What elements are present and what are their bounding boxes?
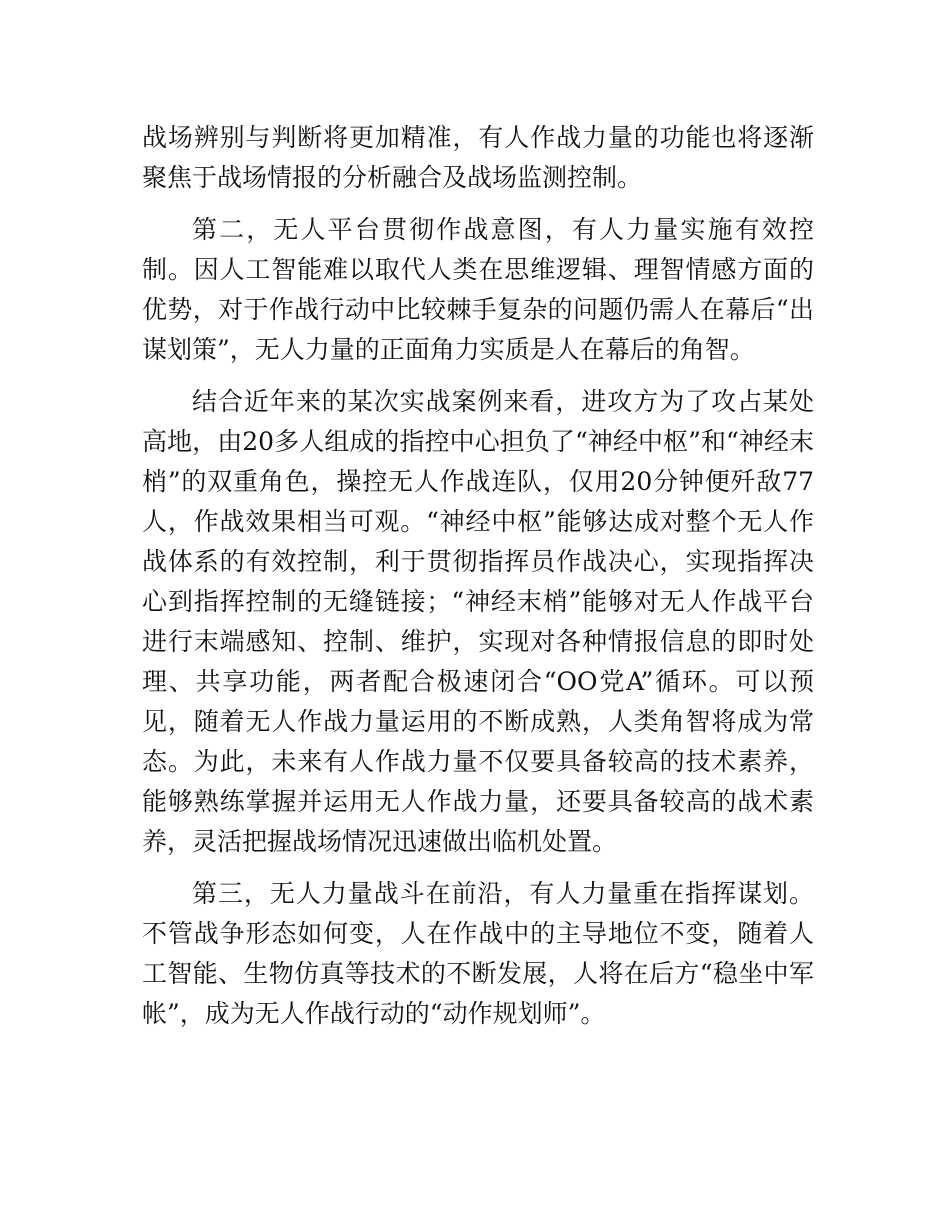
document-body (142, 118, 814, 1046)
paragraph-point-two: 第二，无人平台贯彻作战意图，有人力量实施有效控制。因人工智能难以取代人类在思维逻辑、理智情感方面的优势，对于作战行动中比较棘手复杂的问题仍需人在幕后“出谋划策”，无人力量的正面角力实质是人在幕后的角智。 (142, 215, 814, 364)
paragraph-point-three: 第三，无人力量战斗在前沿，有人力量重在指挥谋划。不管战争形态如何变，人在作战中的主导地位不变，随着人工智能、生物仿真等技术的不断发展，人将在后方“稳坐中军帐”，成为无人作战行动的“动作规划师”。 (142, 879, 814, 1028)
paragraph-continuation: 战场辨别与判断将更加精准，有人作战力量的功能也将逐渐聚焦于战场情报的分析融合及战场监测控制。 (142, 123, 814, 192)
paragraph-case-study: 结合近年来的某次实战案例来看，进攻方为了攻占某处高地，由20多人组成的指控中心担负了“神经中枢”和“神经末梢”的双重角色，操控无人作战连队，仅用20分钟便歼敌77人，作战效果相当可观。“神经中枢”能够达成对整个无人作战体系的有效控制，利于贯彻指挥员作战决心，实现指挥决心到指挥控制的无缝链接；“神经末梢”能够对无人作战平台进行末端感知、控制、维护，实现对各种情报信息的即时处理、共享功能，两者配合极速闭合“OO党A”循环。可以预见，随着无人作战力量运用的不断成熟，人类角智将成为常态。为此，未来有人作战力量不仅要具备较高的技术素养，能够熟练掌握并运用无人作战力量，还要具备较高的战术素养，灵活把握战场情况迅速做出临机处置。 (142, 387, 814, 856)
